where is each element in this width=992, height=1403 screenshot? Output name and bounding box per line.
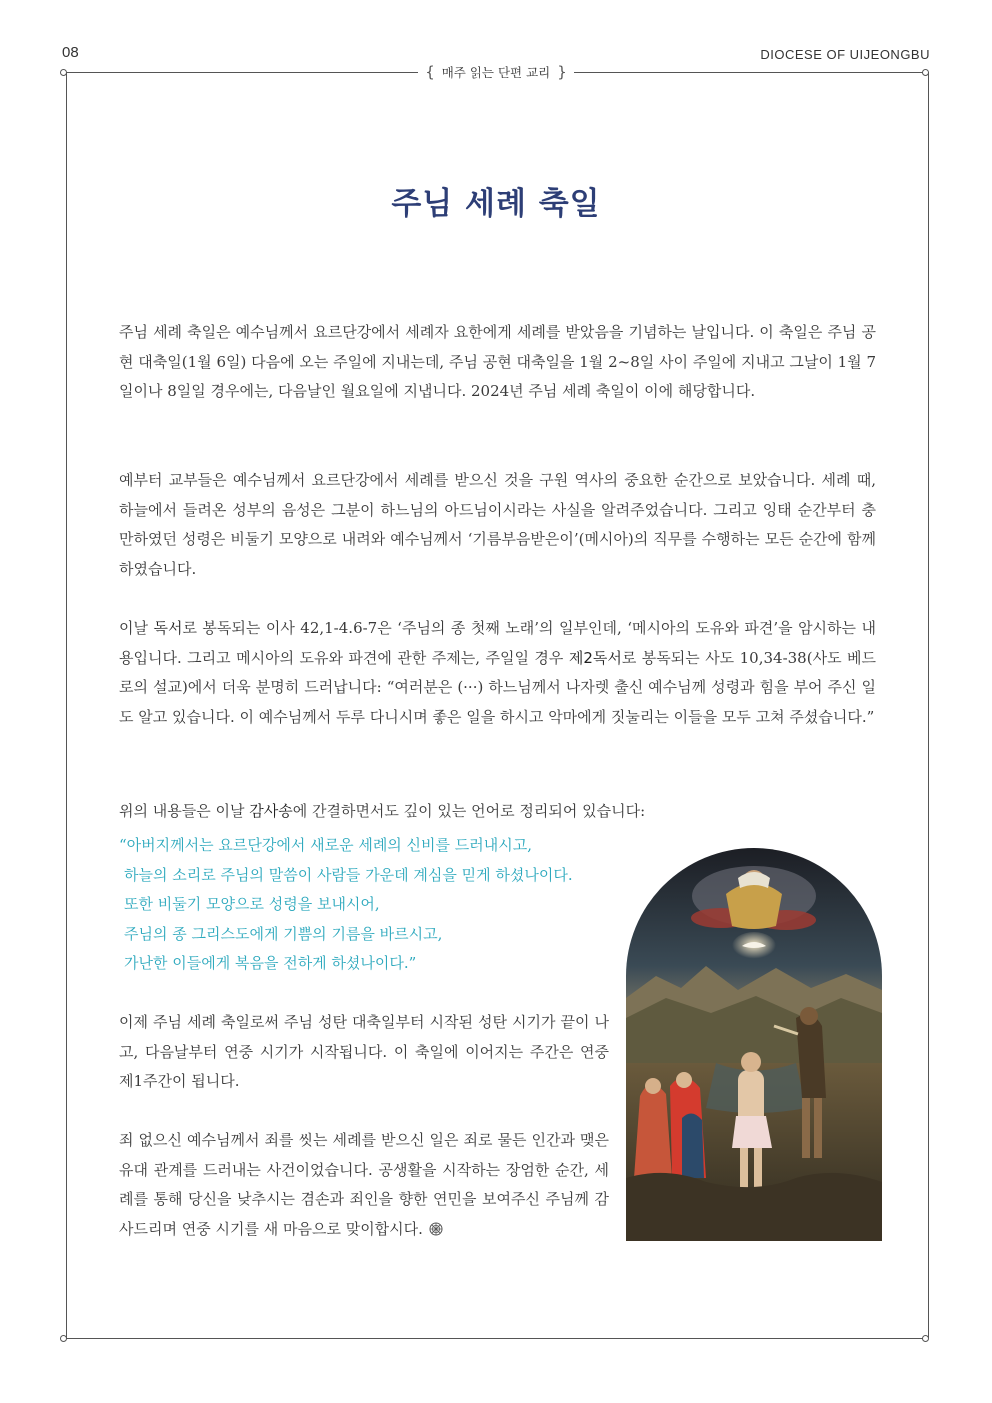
paragraph-4 xyxy=(119,797,876,827)
prayer-line: 또한 비둘기 모양으로 성령을 보내시어, xyxy=(124,895,380,913)
paragraph-6 xyxy=(119,1126,609,1244)
frame-left-line xyxy=(66,72,67,1338)
frame-corner-dot xyxy=(60,69,67,76)
article-title: 주님 세례 축일 xyxy=(391,186,601,222)
page-number: 08 xyxy=(62,44,79,61)
paragraph-5: 이제 주님 세례 축일로써 주님 성탄 대축일부터 시작된 성탄 시기가 끝이 나고, 다음날부터 연중 시기가 시작됩니다. 이 축일에 이어지는 주간은 연중 제1주간이 됩니다. xyxy=(119,1013,609,1090)
prayer-line: 하늘의 소리로 주님의 말씀이 사람들 가운데 계심을 믿게 하셨나이다. xyxy=(124,865,573,884)
preface-prayer xyxy=(119,831,573,979)
paragraph-1: 주님 세례 축일은 예수님께서 요르단강에서 세례자 요한에게 세례를 받았음을 기념하는 날입니다. 이 축일은 주님 공현 대축일(1월 6일) 다음에 오는 주일에 지내는데, 주님 공현 대축일을 1월 2~8일 사이 주일에 지내고 그날이 1월 7일이나 8일일 경우에는, 다음날인 월요일에 지냅니다. 2024년 주님 세례 축일이 이에 해당합니다. xyxy=(119,323,876,400)
diocese-name: DIOCESE OF UIJEONGBU xyxy=(760,47,930,62)
frame-corner-dot xyxy=(922,69,929,76)
paragraph-2: 예부터 교부들은 예수님께서 요르단강에서 세례를 받으신 것을 구원 역사의 중요한 순간으로 보았습니다. 세례 때, 하늘에서 들려온 성부의 음성은 그분이 하느님의 아드님이시라는 사실을 알려주었습니다. 그리고 잉태 순간부터 충만하였던 성령은 비둘기 모양으로 내려와 예수님께서 ‘기름부음받은이’(메시아)의 직무를 수행하는 모든 순간에 함께하였습니다. xyxy=(119,471,876,578)
series-label xyxy=(418,62,574,82)
paragraph-3-text: 로 봉독되는 사도 10,34-38(사도 베드로의 설교)에서 더욱 분명히 드러납니다: “여러분은 (···) 하느님께서 나자렛 출신 예수님께 성령과 힘을 부어 주신 일도 알고 있습니다. 이 예수님께서 두루 다니시며 좋은 일을 하시고 악마에게 짓눌리는 이들을 모두 고쳐 주셨습니다.” xyxy=(119,648,876,726)
cross-roundel-icon xyxy=(429,1222,443,1236)
left-brace-icon: { xyxy=(425,63,435,81)
paragraph-3 xyxy=(119,614,876,732)
prayer-line: 가난한 이들에게 복음을 전하게 하셨나이다.” xyxy=(124,954,417,972)
paragraph-3-text: 이날 xyxy=(119,619,154,637)
frame-bottom-line xyxy=(66,1338,928,1339)
right-brace-icon: } xyxy=(557,63,567,81)
reading-term: 독서 xyxy=(153,619,183,637)
frame-right-line xyxy=(928,72,929,1338)
baptism-of-christ-painting xyxy=(626,848,882,1241)
second-reading-term: 제2독서 xyxy=(568,648,622,667)
paragraph-4-text: 에 간결하면서도 깊이 있는 언어로 정리되어 있습니다: xyxy=(292,802,646,820)
series-text: 매주 읽는 단편 교리 xyxy=(441,65,551,80)
preface-term: 감사송 xyxy=(249,802,293,820)
paragraph-3-text: 로 봉독되는 이사 42,1-4.6-7은 ‘주님의 종 첫째 노래’의 일부인데, ‘메시아의 도유와 파견’을 암시하는 내용입니다. 그리고 메시아의 도유와 파견에 관한 주제는, 주일일 경우 xyxy=(119,619,876,667)
frame-corner-dot xyxy=(60,1335,67,1342)
prayer-line: 주님의 종 그리스도에게 기쁨의 기름을 바르시고, xyxy=(124,924,443,943)
paragraph-4-text: 위의 내용들은 이날 xyxy=(119,802,250,820)
prayer-line: “아버지께서는 요르단강에서 새로운 세례의 신비를 드러내시고, xyxy=(119,836,533,854)
paragraph-6-text: 죄 없으신 예수님께서 죄를 씻는 세례를 받으신 일은 죄로 물든 인간과 맺은 유대 관계를 드러내는 사건이었습니다. 공생활을 시작하는 장엄한 순간, 세례를 통해 당신을 낮추시는 겸손과 죄인을 향한 연민을 보여주신 주님께 감사드리며 연중 시기를 새 마음으로 맞이합시다. xyxy=(119,1131,609,1238)
frame-corner-dot xyxy=(922,1335,929,1342)
